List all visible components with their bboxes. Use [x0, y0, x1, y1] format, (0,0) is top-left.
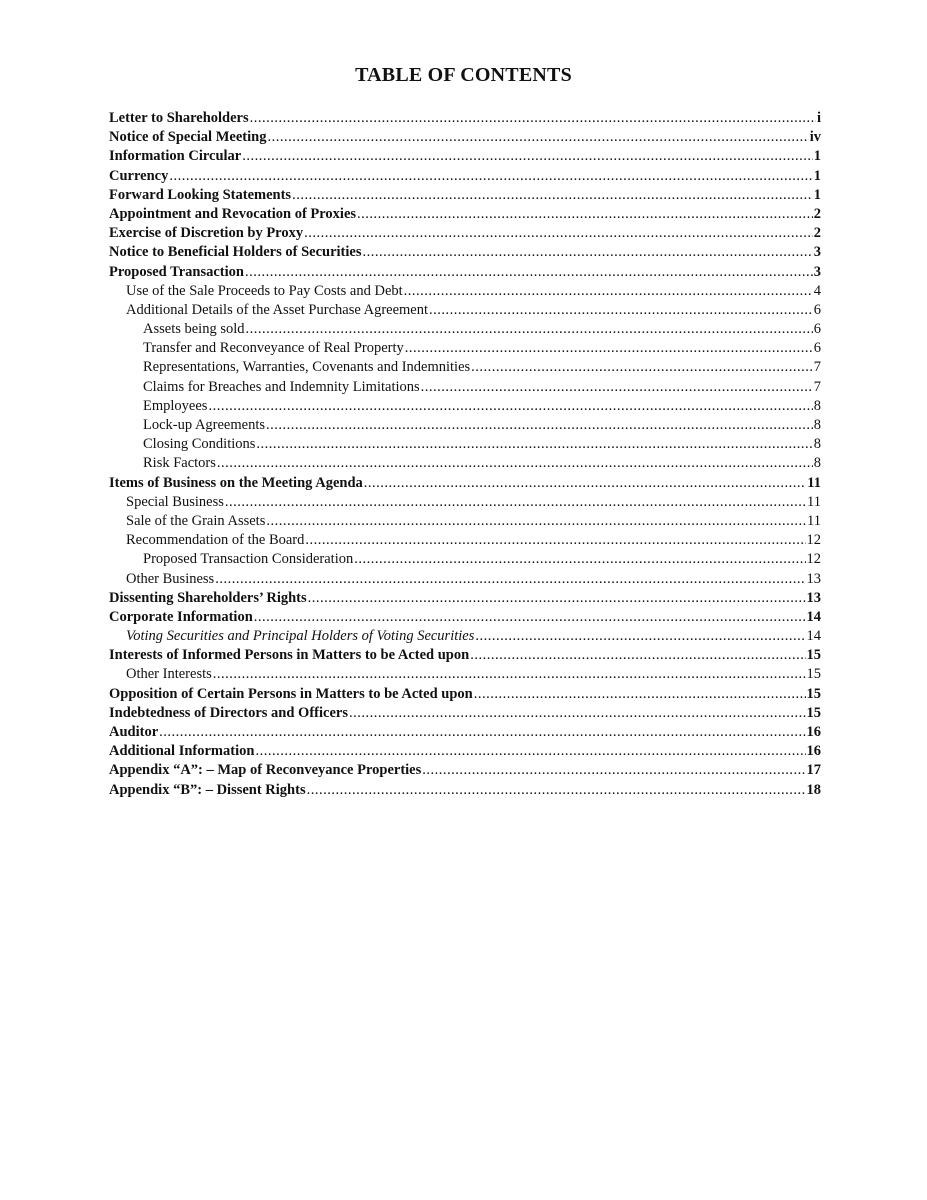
toc-entry[interactable] — [109, 608, 821, 627]
toc-entry-label: Special Business — [126, 493, 224, 510]
dot-leader — [475, 627, 805, 646]
toc-entry-page-number: 8 — [813, 436, 821, 453]
toc-entry[interactable] — [109, 205, 821, 224]
toc-entry-page-number: 6 — [813, 340, 821, 357]
toc-entry-label: Sale of the Grain Assets — [126, 512, 266, 529]
toc-entry[interactable] — [109, 493, 821, 512]
dot-leader — [266, 416, 813, 435]
toc-entry[interactable] — [109, 147, 821, 166]
toc-entry-label: Information Circular — [109, 148, 242, 165]
toc-entry-label: Closing Conditions — [143, 436, 256, 453]
dot-leader — [159, 723, 805, 742]
toc-entry-label: Additional Details of the Asset Purchase Agreement — [126, 301, 429, 318]
dot-leader — [169, 167, 812, 186]
dot-leader — [208, 397, 812, 416]
dot-leader — [255, 742, 805, 761]
toc-entry-label: Currency — [109, 167, 169, 184]
toc-entry-label: Indebtedness of Directors and Officers — [109, 704, 348, 721]
toc-entry-page-number: 13 — [806, 570, 821, 587]
toc-entry[interactable] — [109, 186, 821, 205]
toc-entry-page-number: 7 — [813, 359, 821, 376]
dot-leader — [215, 570, 805, 589]
toc-entry-page-number: 1 — [813, 186, 821, 203]
toc-entry[interactable] — [109, 243, 821, 262]
toc-entry-label: Lock-up Agreements — [143, 417, 266, 433]
toc-entry-label: Voting Securities and Principal Holders of Voting Securities — [126, 628, 475, 645]
toc-entry[interactable] — [109, 224, 821, 243]
dot-leader — [354, 550, 805, 569]
toc-entry-page-number: 8 — [813, 455, 821, 472]
dot-leader — [308, 589, 806, 608]
toc-entry[interactable] — [109, 550, 821, 569]
toc-entry[interactable] — [109, 723, 821, 742]
toc-entry-page-number: 16 — [806, 743, 821, 760]
dot-leader — [349, 704, 806, 723]
toc-entry[interactable] — [109, 358, 821, 377]
dot-leader — [256, 435, 812, 454]
toc-entry-label: Proposed Transaction Consideration — [143, 551, 354, 568]
toc-entry-label: Other Interests — [126, 666, 212, 683]
dot-leader — [217, 454, 813, 473]
toc-entry-page-number: 2 — [813, 225, 821, 242]
toc-entry[interactable] — [109, 685, 821, 704]
toc-entry-page-number: 4 — [813, 282, 821, 299]
toc-entry-label: Opposition of Certain Persons in Matters to be Acted upon — [109, 685, 473, 702]
toc-entry[interactable] — [109, 512, 821, 531]
toc-entry-page-number: 12 — [806, 532, 821, 549]
toc-entry[interactable] — [109, 109, 821, 128]
toc-entry-page-number: 15 — [806, 685, 821, 702]
toc-entry-label: Appointment and Revocation of Proxies — [109, 205, 357, 222]
toc-entry[interactable] — [109, 167, 821, 186]
toc-entry[interactable] — [109, 781, 821, 800]
toc-entry-page-number: 18 — [806, 781, 821, 798]
dot-leader — [307, 781, 806, 800]
page-title: TABLE OF CONTENTS — [355, 64, 572, 86]
dot-leader — [304, 224, 813, 243]
toc-entry-label: Forward Looking Statements — [109, 186, 292, 203]
toc-entry[interactable] — [109, 761, 821, 780]
toc-entry-label: Notice of Special Meeting — [109, 129, 267, 146]
toc-entry-label: Employees — [143, 397, 208, 414]
toc-entry-label: Recommendation of the Board — [126, 532, 305, 549]
toc-entry-label: Notice to Beneficial Holders of Securities — [109, 244, 362, 261]
toc-entry[interactable] — [109, 378, 821, 397]
toc-list — [109, 109, 821, 800]
toc-entry-page-number: 15 — [806, 704, 821, 721]
toc-entry-page-number: 13 — [806, 589, 821, 606]
toc-entry[interactable] — [109, 339, 821, 358]
toc-entry-page-number: 6 — [813, 321, 821, 338]
toc-entry-label: Risk Factors — [143, 455, 216, 472]
toc-entry-page-number: 15 — [806, 647, 821, 664]
toc-entry[interactable] — [109, 397, 821, 416]
toc-entry-label: Letter to Shareholders — [109, 110, 249, 126]
dot-leader — [404, 282, 813, 301]
toc-entry[interactable] — [109, 416, 821, 435]
toc-entry[interactable] — [109, 531, 821, 550]
toc-entry[interactable] — [109, 301, 821, 320]
dot-leader — [364, 474, 807, 493]
toc-entry[interactable] — [109, 282, 821, 301]
toc-entry-page-number: 15 — [806, 666, 821, 683]
dot-leader — [242, 147, 813, 166]
toc-entry-page-number: 2 — [813, 205, 821, 222]
dot-leader — [225, 493, 806, 512]
toc-entry-label: Dissenting Shareholders’ Rights — [109, 589, 307, 606]
dot-leader — [245, 263, 813, 282]
dot-leader — [254, 608, 806, 627]
dot-leader — [357, 205, 813, 224]
toc-entry-label: Proposed Transaction — [109, 263, 244, 280]
toc-entry-page-number: 3 — [813, 244, 821, 261]
toc-entry-page-number: 17 — [806, 762, 821, 779]
dot-leader — [405, 339, 813, 358]
toc-entry-page-number: i — [816, 110, 821, 126]
toc-entry[interactable] — [109, 627, 821, 646]
toc-entry-label: Auditor — [109, 724, 159, 740]
toc-entry[interactable] — [109, 665, 821, 684]
toc-entry-page-number: 12 — [806, 551, 821, 568]
toc-entry-label: Additional Information — [109, 743, 255, 760]
toc-entry[interactable] — [109, 570, 821, 589]
toc-entry-page-number: 14 — [806, 608, 821, 625]
dot-leader — [266, 512, 806, 531]
dot-leader — [305, 531, 805, 550]
toc-entry[interactable] — [109, 589, 821, 608]
dot-leader — [429, 301, 813, 320]
dot-leader — [246, 320, 813, 339]
dot-leader — [362, 243, 812, 262]
dot-leader — [250, 109, 816, 128]
toc-entry-page-number: 11 — [807, 474, 821, 491]
toc-entry-label: Items of Business on the Meeting Agenda — [109, 474, 363, 491]
toc-entry-label: Corporate Information — [109, 608, 253, 625]
dot-leader — [267, 128, 808, 147]
toc-entry[interactable] — [109, 263, 821, 282]
toc-entry-page-number: 8 — [813, 397, 821, 414]
dot-leader — [422, 761, 805, 780]
toc-entry-page-number: 3 — [813, 263, 821, 280]
toc-entry-label: Appendix “A”: – Map of Reconveyance Properties — [109, 762, 422, 779]
toc-entry-label: Other Business — [126, 570, 215, 587]
toc-entry-page-number: 7 — [813, 378, 821, 395]
toc-entry-page-number: 1 — [813, 148, 821, 165]
toc-entry[interactable] — [109, 435, 821, 454]
toc-entry[interactable] — [109, 646, 821, 665]
toc-entry-page-number: 11 — [807, 512, 821, 529]
toc-entry-label: Use of the Sale Proceeds to Pay Costs and Debt — [126, 282, 403, 299]
toc-entry-page-number: 6 — [813, 301, 821, 318]
toc-entry-label: Transfer and Reconveyance of Real Property — [143, 340, 404, 357]
toc-entry-page-number: iv — [809, 129, 821, 146]
toc-entry-page-number: 14 — [806, 628, 821, 645]
toc-entry[interactable] — [109, 742, 821, 761]
dot-leader — [470, 646, 805, 665]
toc-entry[interactable] — [109, 128, 821, 147]
dot-leader — [421, 378, 813, 397]
toc-entry-page-number: 1 — [813, 167, 821, 184]
toc-entry-label: Claims for Breaches and Indemnity Limitations — [143, 378, 420, 395]
dot-leader — [292, 186, 813, 205]
dot-leader — [474, 685, 806, 704]
toc-entry-page-number: 11 — [807, 493, 821, 510]
toc-entry[interactable] — [109, 474, 821, 493]
dot-leader — [471, 358, 813, 377]
toc-entry-label: Appendix “B”: – Dissent Rights — [109, 781, 306, 798]
toc-entry-label: Interests of Informed Persons in Matters to be Acted upon — [109, 647, 470, 664]
toc-entry-page-number: 8 — [813, 417, 821, 433]
toc-entry-label: Representations, Warranties, Covenants and Indemnities — [143, 359, 471, 376]
dot-leader — [213, 665, 806, 684]
toc-entry-page-number: 16 — [806, 724, 821, 740]
toc-entry-label: Assets being sold — [143, 321, 245, 338]
toc-entry[interactable] — [109, 320, 821, 339]
toc-entry[interactable] — [109, 454, 821, 473]
toc-entry-label: Exercise of Discretion by Proxy — [109, 225, 304, 242]
toc-entry[interactable] — [109, 704, 821, 723]
